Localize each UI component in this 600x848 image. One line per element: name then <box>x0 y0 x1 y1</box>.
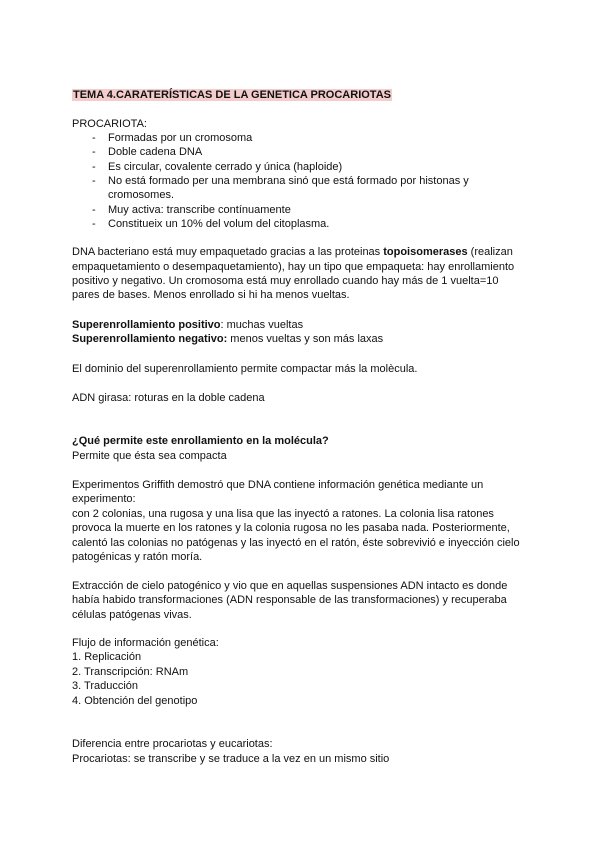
griffith-line: experimento: <box>72 493 136 505</box>
list-item: - Muy activa: transcribe contínuamente <box>92 204 291 216</box>
flujo-step: 2. Transcripción: RNAm <box>72 666 189 678</box>
flujo-step: 3. Traducción <box>72 680 139 692</box>
superenrollamiento-negativo: Superenrollamiento negativo: menos vueltas y son más laxas <box>72 333 384 345</box>
document-title: TEMA 4.CARATERÍSTICAS DE LA GENETICA PROCARIOTAS <box>73 89 391 101</box>
list-item-continuation: cromosomes. <box>108 189 175 201</box>
dna-paragraph-line: positivo y negativo. Un cromosoma está muy enrollado cuando hay más de 1 vuelta=10 <box>72 275 499 287</box>
procariota-heading: PROCARIOTA: <box>72 118 147 130</box>
griffith-line: provoca la muerte en los ratones y la colonia rugosa no les pasaba nada. Posteriormente, <box>72 522 510 534</box>
flujo-step: 4. Obtención del genotipo <box>72 695 198 707</box>
flujo-heading: Flujo de información genética: <box>72 637 219 649</box>
list-item: - Constitueix un 10% del volum del citoplasma. <box>92 218 330 230</box>
dna-paragraph-line: DNA bacteriano está muy empaquetado gracias a las proteinas topoisomerases (realizan <box>72 246 513 258</box>
extraccion-line: células patógenas vivas. <box>72 609 192 621</box>
dna-paragraph-line: empaquetamiento o desempaquetamiento), hay un tipo que empaqueta: hay enrollamiento <box>72 261 515 273</box>
list-item: - Formadas por un cromosoma <box>92 132 253 144</box>
diferencia-text: Procariotas: se transcribe y se traduce a la vez en un mismo sitio <box>72 753 390 765</box>
griffith-line: patogénicas y ratón moría. <box>72 551 203 563</box>
list-item: - Doble cadena DNA <box>92 146 203 158</box>
diferencia-heading: Diferencia entre procariotas y eucariotas: <box>72 738 273 750</box>
list-item: - No está formado per una membrana sinó que está formado por histonas y <box>92 175 469 187</box>
question-heading: ¿Qué permite este enrollamiento en la molécula? <box>72 435 329 447</box>
extraccion-line: Extracción de cielo patogénico y vio que en aquellas suspensiones ADN intacto es donde <box>72 580 508 592</box>
griffith-line: Experimentos Griffith demostró que DNA contiene información genética mediante un <box>72 479 484 491</box>
dominio-text: El dominio del superenrollamiento permite compactar más la molècula. <box>72 363 418 375</box>
flujo-step: 1. Replicación <box>72 651 142 663</box>
girasa-text: ADN girasa: roturas en la doble cadena <box>72 392 265 404</box>
extraccion-line: había habido transformaciones (ADN responsable de las transformaciones) y recuperaba <box>72 594 507 606</box>
superenrollamiento-positivo: Superenrollamiento positivo: muchas vueltas <box>72 319 304 331</box>
dna-paragraph-line: pares de bases. Menos enrollado si hi ha menos vueltas. <box>72 289 350 301</box>
griffith-line: con 2 colonias, una rugosa y una lisa que las inyectó a ratones. La colonia lisa ratones <box>72 508 494 520</box>
answer-text: Permite que ésta sea compacta <box>72 450 227 462</box>
griffith-line: calentó las colonias no patógenas y las inyectó en el ratón, éste sobrevivió e inyección cielo <box>72 537 520 549</box>
list-item: - Es circular, covalente cerrado y única (haploide) <box>92 161 343 173</box>
